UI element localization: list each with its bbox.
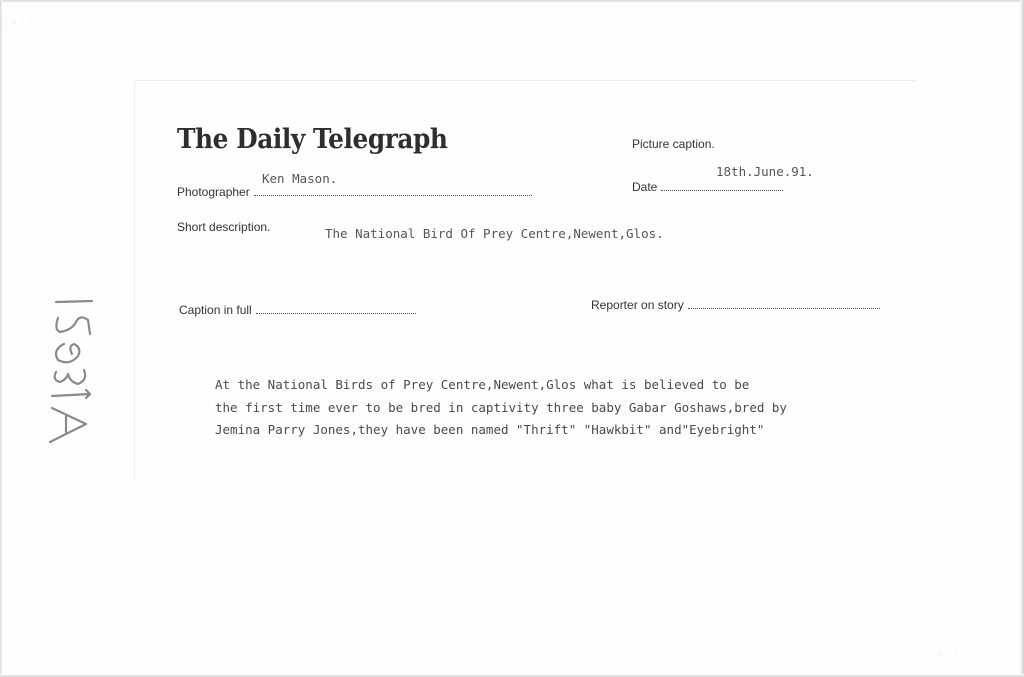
date-dotted-line [661, 181, 783, 191]
caption-line: Jemina Parry Jones,they have been named "Thrift" "Hawkbit" and"Eyebright" [215, 422, 765, 437]
date-value: 18th.June.91. [716, 164, 814, 179]
short-description-value: The National Bird Of Prey Centre,Newent,Glos. [325, 226, 664, 241]
photographer-value: Ken Mason. [262, 171, 338, 186]
caption-dotted-line [256, 304, 416, 314]
caption-text-block [215, 374, 787, 442]
caption-in-full-field [179, 303, 416, 317]
paper-edge-right [1020, 0, 1024, 677]
short-description-label: Short description. [177, 220, 271, 234]
newspaper-masthead: The Daily Telegraph [177, 124, 448, 155]
date-label: Date [632, 180, 658, 194]
reporter-field [591, 298, 880, 312]
date-field [632, 180, 783, 194]
handwritten-reference-number [36, 300, 106, 450]
reporter-dotted-line [688, 299, 880, 309]
picture-caption-label: Picture caption. [632, 137, 715, 151]
photographer-field [177, 185, 532, 199]
reporter-label: Reporter on story [591, 298, 684, 312]
watermark: ◦ ◦ ◦ ◦ [929, 647, 961, 663]
photographer-label: Photographer [177, 185, 250, 199]
photographer-dotted-line [254, 186, 532, 196]
caption-in-full-label: Caption in full [179, 303, 252, 317]
paper-edge-top [0, 0, 1024, 3]
paper-edge-left [0, 0, 3, 677]
watermark: ◦ ◦ ◦ ◦ [3, 15, 35, 31]
caption-line: At the National Birds of Prey Centre,Newent,Glos what is believed to be [215, 377, 750, 392]
caption-line: the first time ever to be bred in captivity three baby Gabar Goshaws,bred by [215, 399, 787, 415]
